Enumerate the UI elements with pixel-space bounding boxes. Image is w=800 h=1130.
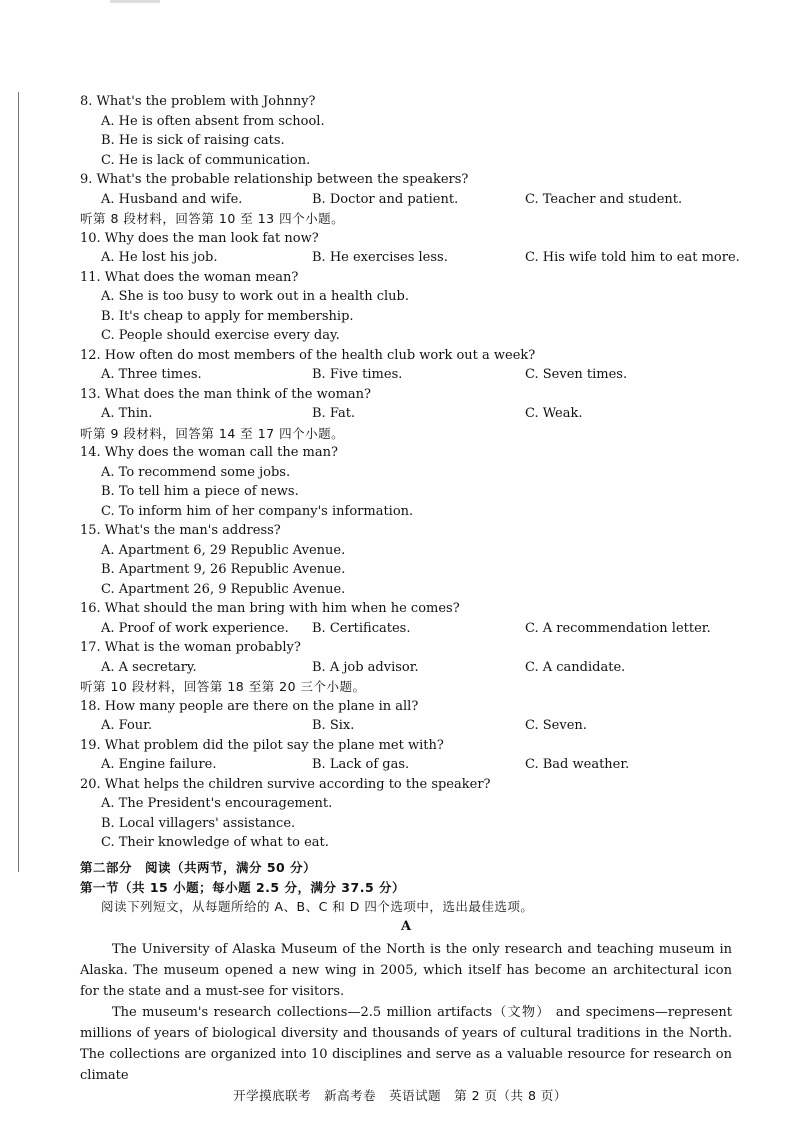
- answer-option: A. Apartment 6, 29 Republic Avenue.: [101, 542, 346, 558]
- option-row: [80, 716, 740, 736]
- answer-option: B. Doctor and patient.: [312, 191, 459, 207]
- page-footer: 开学摸底联考 新高考卷 英语试题 第 2 页（共 8 页）: [233, 1088, 567, 1103]
- answer-option: B. To tell him a piece of news.: [101, 484, 299, 499]
- answer-option: C. His wife told him to eat more.: [525, 250, 740, 265]
- part2-heading: 第二部分 阅读（共两节，满分 50 分）: [80, 860, 317, 875]
- answer-option: B. Lack of gas.: [312, 757, 410, 772]
- passage-paragraph: The University of Alaska Museum of the North is the only research and teaching museum in Alaska. The museum opened a new wing in 2005, which itself has become an architectural icon for the state and a must-see for visitors.: [80, 942, 732, 999]
- question-list: [80, 92, 740, 853]
- answer-option: A. Four.: [101, 718, 153, 733]
- passage-label: A: [400, 918, 412, 934]
- answer-option: B. Five times.: [312, 367, 403, 382]
- option-row: [80, 365, 740, 385]
- answer-option: A. She is too busy to work out in a health club.: [101, 289, 410, 304]
- question-stem: 18. How many people are there on the plane in all?: [80, 698, 419, 714]
- answer-option: A. Thin.: [101, 406, 153, 421]
- option-row: [80, 658, 740, 678]
- answer-option: A. He is often absent from school.: [101, 113, 325, 129]
- reading-instruction: 阅读下列短文，从每题所给的 A、B、C 和 D 四个选项中，选出最佳选项。: [101, 899, 534, 914]
- answer-option: C. Bad weather.: [525, 757, 630, 772]
- passage-a: [80, 939, 732, 1086]
- answer-option: C. People should exercise every day.: [101, 328, 340, 343]
- scan-mark: [110, 0, 160, 3]
- answer-option: A. Three times.: [101, 367, 202, 382]
- option-row: [80, 404, 740, 424]
- option-row: [80, 619, 740, 639]
- question-stem: 9. What's the probable relationship between the speakers?: [80, 172, 469, 187]
- margin-rule: [18, 92, 19, 872]
- answer-option: B. Local villagers' assistance.: [101, 815, 296, 831]
- section-instruction: 听第 9 段材料，回答第 14 至 17 四个小题。: [80, 425, 345, 441]
- question-stem: 15. What's the man's address?: [80, 523, 281, 538]
- answer-option: B. Fat.: [312, 406, 356, 421]
- option-row: [80, 755, 740, 775]
- answer-option: A. Engine failure.: [101, 757, 217, 772]
- question-stem: 20. What helps the children survive according to the speaker?: [80, 776, 491, 792]
- answer-option: B. He exercises less.: [312, 250, 448, 265]
- answer-option: C. Teacher and student.: [525, 191, 683, 207]
- answer-option: A. A secretary.: [101, 659, 197, 675]
- answer-option: C. A candidate.: [525, 659, 626, 675]
- answer-option: A. To recommend some jobs.: [101, 464, 291, 480]
- answer-option: B. He is sick of raising cats.: [101, 133, 285, 148]
- passage-paragraph: The museum's research collections—2.5 million artifacts（文物） and specimens—represent millions of years of biological diversity and thousands of years of cultural traditions in the North. The collections are organized into 10 disciplines and serve as a valuable resource for research on climate: [80, 1005, 732, 1083]
- answer-option: A. Proof of work experience.: [101, 620, 289, 636]
- answer-option: C. A recommendation letter.: [525, 620, 711, 636]
- question-stem: 14. Why does the woman call the man?: [80, 445, 338, 460]
- answer-option: A. He lost his job.: [101, 250, 218, 265]
- question-stem: 10. Why does the man look fat now?: [80, 230, 319, 246]
- answer-option: C. He is lack of communication.: [101, 152, 311, 168]
- option-row: [80, 248, 740, 268]
- question-stem: 13. What does the man think of the woman?: [80, 386, 372, 402]
- section-instruction: 听第 8 段材料，回答第 10 至 13 四个小题。: [80, 211, 345, 226]
- answer-option: B. Certificates.: [312, 620, 411, 636]
- question-stem: 12. How often do most members of the health club work out a week?: [80, 347, 536, 363]
- section1-heading: 第一节（共 15 小题；每小题 2.5 分，满分 37.5 分）: [80, 879, 405, 895]
- answer-option: B. A job advisor.: [312, 659, 419, 675]
- section-instruction: 听第 10 段材料，回答第 18 至第 20 三个小题。: [80, 679, 366, 694]
- answer-option: C. Seven.: [525, 718, 587, 733]
- option-row: [80, 190, 740, 210]
- question-stem: 17. What is the woman probably?: [80, 640, 301, 655]
- answer-option: B. It's cheap to apply for membership.: [101, 308, 354, 324]
- answer-option: C. Their knowledge of what to eat.: [101, 835, 329, 850]
- answer-option: A. The President's encouragement.: [101, 796, 333, 811]
- answer-option: B. Apartment 9, 26 Republic Avenue.: [101, 562, 346, 577]
- reading-section: [80, 858, 740, 936]
- answer-option: C. Apartment 26, 9 Republic Avenue.: [101, 581, 346, 597]
- question-stem: 11. What does the woman mean?: [80, 269, 299, 285]
- question-stem: 8. What's the problem with Johnny?: [80, 94, 316, 109]
- answer-option: C. To inform him of her company's information.: [101, 503, 414, 519]
- answer-option: A. Husband and wife.: [101, 191, 243, 207]
- answer-option: C. Seven times.: [525, 367, 628, 382]
- answer-option: B. Six.: [312, 718, 355, 733]
- question-stem: 19. What problem did the pilot say the plane met with?: [80, 737, 444, 753]
- question-stem: 16. What should the man bring with him when he comes?: [80, 601, 460, 616]
- answer-option: C. Weak.: [525, 406, 583, 421]
